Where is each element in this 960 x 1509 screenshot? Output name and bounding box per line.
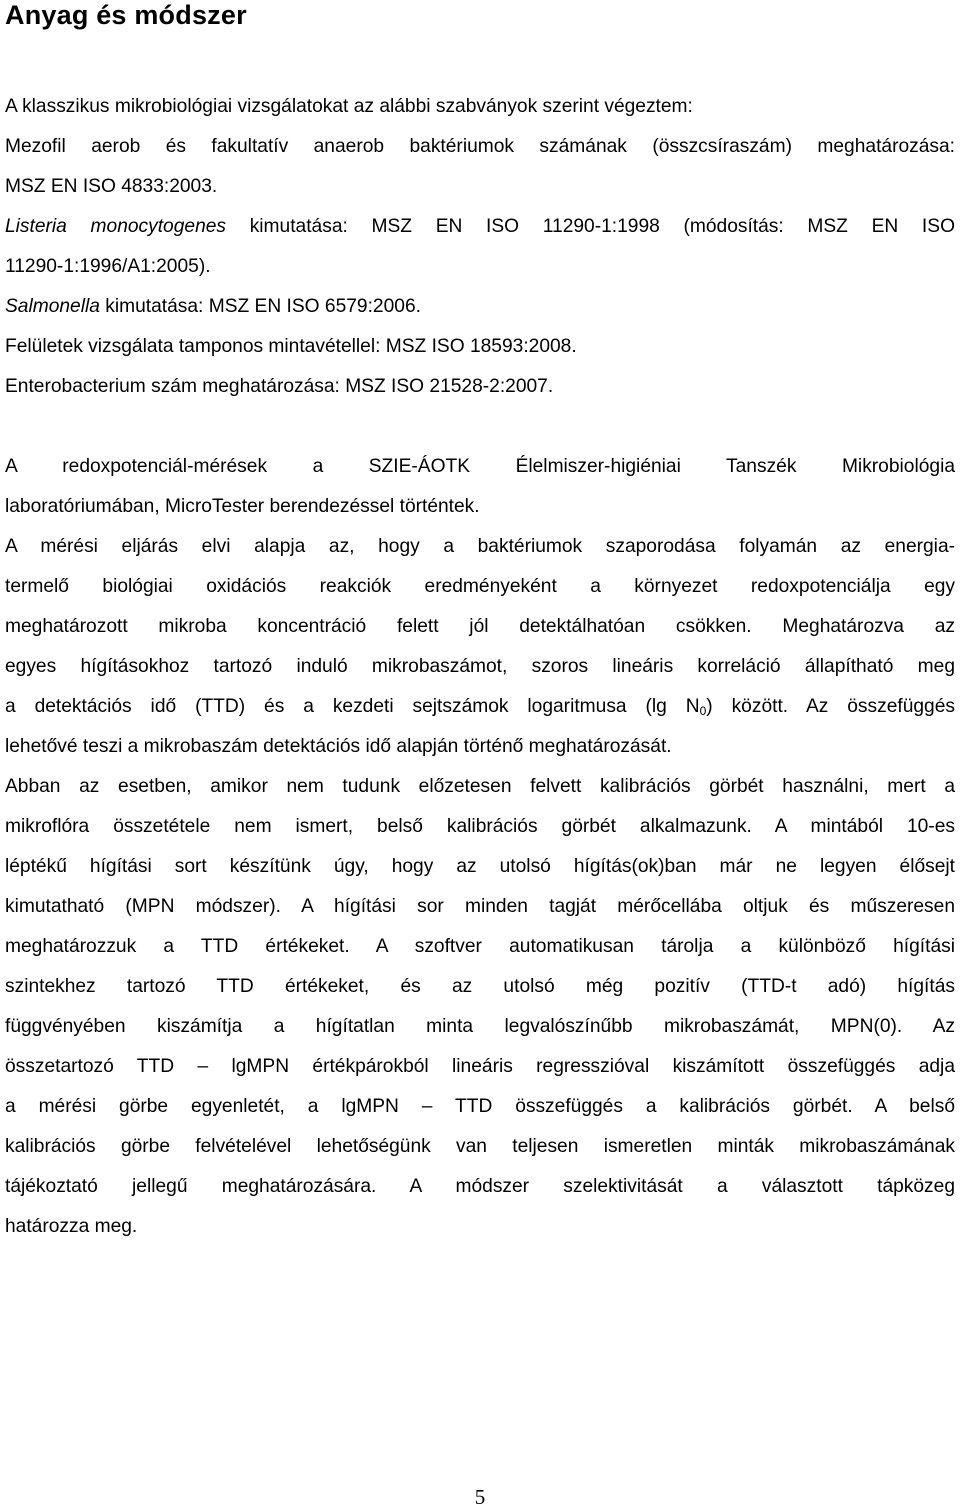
- document-page: [5, 0, 955, 1247]
- calibration-line: tájékoztató jellegű meghatározására. A módszer szelektivitását a választott tápközeg: [5, 1176, 955, 1197]
- calibration-line: szintekhez tartozó TTD értékeket, és az utolsó még pozitív (TTD-t adó) hígítás: [5, 976, 955, 997]
- salmonella-standard-text: kimutatása: MSZ EN ISO 6579:2006.: [99, 296, 421, 317]
- paragraph-calibration: [5, 767, 955, 1247]
- calibration-line: léptékű hígítási sort készítünk úgy, hogy az utolsó hígítás(ok)ban már ne legyen élősejt: [5, 856, 955, 877]
- redox-line2: laboratóriumában, MicroTester berendezéssel történtek.: [5, 496, 480, 517]
- calibration-line: meghatározzuk a TTD értékeket. A szoftver automatikusan tárolja a különböző hígítási: [5, 936, 955, 957]
- standards-intro: A klasszikus mikrobiológiai vizsgálatokat az alábbi szabványok szerint végeztem:: [5, 96, 693, 117]
- calibration-line: kimutatható (MPN módszer). A hígítási sor minden tagját mérőcellába oltjuk és műszeresen: [5, 896, 955, 917]
- subscript-zero: 0: [699, 704, 707, 718]
- listeria-species-name: Listeria monocytogenes: [5, 216, 227, 237]
- method-line-ttd: [5, 687, 955, 727]
- paragraph-method: [5, 527, 955, 767]
- method-line: termelő biológiai oxidációs reakciók eredményeként a környezet redoxpotenciálja egy: [5, 576, 955, 597]
- section-heading: Anyag és módszer: [5, 0, 247, 30]
- calibration-line-last: határozza meg.: [5, 1216, 138, 1237]
- calibration-line: összetartozó TTD – lgMPN értékpárokból lineáris regresszióval kiszámított összefüggés adja: [5, 1056, 955, 1077]
- standards-list: [5, 87, 955, 407]
- method-line: meghatározott mikroba koncentráció felett jól detektálhatóan csökken. Meghatározva az: [5, 616, 955, 637]
- calibration-line: mikroflóra összetétele nem ismert, belső kalibrációs görbét alkalmazunk. A mintából 10-es: [5, 816, 955, 837]
- standard-mesophilic-line1: Mezofil aerob és fakultatív anaerob baktériumok számának (összcsíraszám) meghatározása:: [5, 136, 955, 157]
- calibration-line: Abban az esetben, amikor nem tudunk előzetesen felvett kalibrációs görbét használni, mert a: [5, 776, 955, 797]
- method-line-last: lehetővé teszi a mikrobaszám detektációs idő alapján történő meghatározását.: [5, 736, 672, 757]
- standard-surfaces: Felületek vizsgálata tamponos mintavétellel: MSZ ISO 18593:2008.: [5, 336, 577, 357]
- calibration-line: függvényében kiszámítja a hígítatlan minta legvalószínűbb mikrobaszámát, MPN(0). Az: [5, 1016, 955, 1037]
- method-line-ttd-text-end: ) között. Az összefüggés: [706, 696, 955, 717]
- standard-salmonella: [5, 287, 955, 327]
- salmonella-genus-name: Salmonella: [5, 296, 100, 317]
- page-number: 5: [474, 1485, 486, 1509]
- calibration-line: kalibrációs görbe felvételével lehetőségünk van teljesen ismeretlen minták mikrobaszámának: [5, 1136, 955, 1157]
- paragraph-redox: [5, 447, 955, 527]
- method-line: egyes hígításokhoz tartozó induló mikrobaszámot, szoros lineáris korreláció állapítható meg: [5, 656, 955, 677]
- method-line: A mérési eljárás elvi alapja az, hogy a baktériumok szaporodása folyamán az energia-: [5, 536, 955, 557]
- standard-enterobacterium: Enterobacterium szám meghatározása: MSZ ISO 21528-2:2007.: [5, 376, 554, 397]
- method-line-ttd-text: a detektációs idő (TTD) és a kezdeti sejtszámok logaritmusa (lg N: [5, 696, 700, 717]
- listeria-standard-text: kimutatása: MSZ EN ISO 11290-1:1998 (módosítás: MSZ EN ISO: [226, 216, 955, 237]
- standard-listeria-line2: 11290-1:1996/A1:2005).: [5, 256, 211, 277]
- calibration-line: a mérési görbe egyenletét, a lgMPN – TTD összefüggés a kalibrációs görbét. A belső: [5, 1096, 955, 1117]
- standard-mesophilic-line2: MSZ EN ISO 4833:2003.: [5, 176, 218, 197]
- standard-listeria-line1: [5, 207, 955, 247]
- redox-line1: A redoxpotenciál-mérések a SZIE-ÁOTK Élelmiszer-higiéniai Tanszék Mikrobiológia: [5, 456, 955, 477]
